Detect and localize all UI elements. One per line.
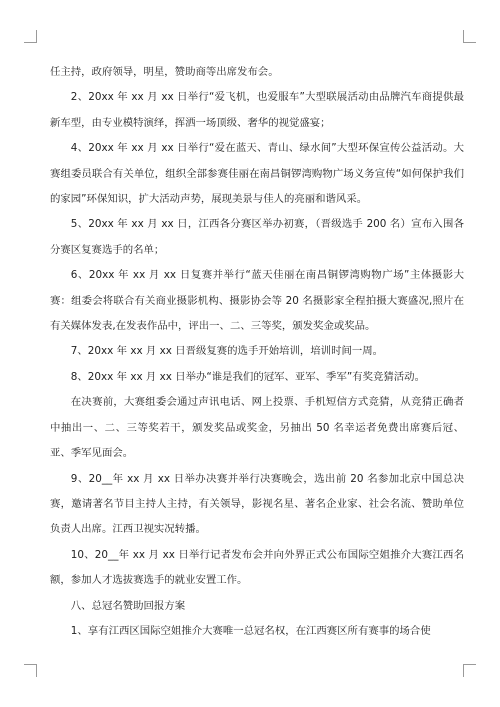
paragraph-4: 6、20xx 年 xx 月 xx 日复赛并举行“蓝天佳丽在南昌铜锣湾购物广场”主体摄影大赛：组委会将联合有关商业摄影机构、摄影协会等 20 名摄影家全程拍摄大赛盛况,照片在有关媒体发表,在发表作品中，评出一、二、三等奖，颁发奖金或奖品。 — [50, 269, 464, 333]
paragraph-0: 任主持，政府领导，明星，赞助商等出席发布会。 — [50, 66, 279, 78]
crop-mark-bottom-left — [24, 664, 37, 677]
paragraph-8: 9、20__年 xx 月 xx 日举办决赛并举行决赛晚会，选出前 20 名参加北京中国总决赛，邀请著名节目主持人主持，有关领导，影视名星、著名企业家、社会名流、赞助单位负责人出席。江西卫视实况转播。 — [50, 472, 464, 536]
paragraph-11: 1、享有江西区国际空姐推介大赛唯一总冠名权，在江西赛区所有赛事的场合使 — [70, 624, 431, 637]
paragraph-1: 2、20xx 年 xx 月 xx 日举行“爱飞机，也爱服车”大型联展活动由品牌汽车商提供最新车型，由专业模特演绎，挥洒一场顶级、奢华的视觉盛宴； — [50, 91, 464, 129]
section-heading: 八、总冠名赞助回报方案 — [70, 599, 186, 612]
paragraph-3: 5、20xx 年 xx 月 xx 日，江西各分赛区举办初赛，（晋级选手 200 名）宣布入围各分赛区复赛选手的名单； — [50, 218, 464, 256]
paragraph-5: 7、20xx 年 xx 月 xx 日晋级复赛的选手开始培训，培训时间一周。 — [70, 345, 384, 358]
crop-mark-top-right — [463, 30, 476, 43]
crop-mark-top-left — [24, 30, 37, 43]
paragraph-2: 4、20xx 年 xx 月 xx 日举行“爱在蓝天、青山、绿水间”大型环保宣传公益活动。大赛组委员联合有关单位，组织全部参赛佳丽在南昌铜锣湾购物广场义务宣传“如何保护我们的家园”环保知识，扩大活动声势，展现美景与佳人的亮丽和谐风采。 — [50, 142, 464, 206]
crop-mark-bottom-right — [463, 664, 476, 677]
paragraph-7: 在决赛前，大赛组委会通过声讯电话、网上投票、手机短信方式竞猜，从竞猜正确者中抽出一、二、三等奖若干，颁发奖品或奖金，另抽出 50 名幸运者免费出席赛后冠、亚、季军见面会。 — [50, 396, 464, 460]
paragraph-9: 10、20__年 xx 月 xx 日举行记者发布会并向外界正式公布国际空姐推介大赛江西名额，参加人才选拔赛选手的就业安置工作。 — [50, 548, 464, 587]
paragraph-6: 8、20xx 年 xx 月 xx 日举办“谁是我们的冠军、亚军、季军”有奖竞猜活动。 — [70, 370, 425, 383]
document-body — [50, 60, 464, 644]
